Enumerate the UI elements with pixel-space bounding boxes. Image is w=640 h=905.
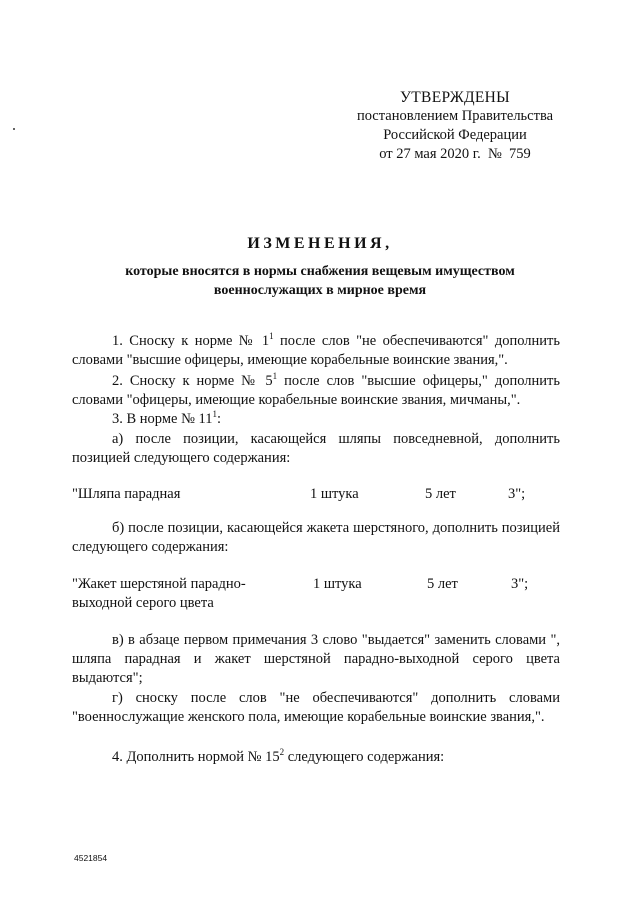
document-subtitle — [80, 262, 560, 300]
paragraph-1-text: после слов "не обеспечиваются" дополнить словами "высшие офицеры, имеющие корабельные воинские звания,". — [72, 333, 560, 368]
item-2-code: 3"; — [511, 576, 529, 592]
paragraph-3a-text: а) после позиции, касающейся шляпы повседневной, дополнить позицией следующего содержания: — [72, 431, 560, 466]
paragraph-3b-text: б) после позиции, касающейся жакета шерстяного, дополнить позицией следующего содержания: — [72, 520, 560, 555]
subtitle-line-2: военнослужащих в мирное время — [213, 283, 427, 298]
item-2-name-line-1: "Жакет шерстяной парадно- — [72, 576, 246, 592]
paragraph-2-text: после слов "высшие офицеры," дополнить словами "офицеры, имеющие корабельные воинские звания, мичманы,". — [72, 373, 560, 408]
paragraph-3b — [72, 519, 560, 557]
paragraph-4-text: следующего содержания: — [284, 749, 445, 765]
paragraph-2 — [72, 372, 560, 410]
paragraph-4 — [72, 748, 560, 767]
item-1-quantity: 1 штука — [310, 486, 359, 502]
approval-line-2: постановлением Правительства — [356, 108, 554, 124]
document-id-number: 4521854 — [74, 853, 108, 863]
paragraph-3v — [72, 631, 560, 688]
footnote-mark: 1 — [272, 371, 278, 381]
footnote-mark: 1 — [269, 331, 274, 341]
paragraph-1-lead: 1. Сноску к норме № 1 — [112, 333, 270, 349]
item-1-term: 5 лет — [425, 486, 456, 502]
paragraph-3-text: : — [217, 411, 222, 427]
subtitle-line-1: которые вносятся в нормы снабжения вещевым имуществом — [125, 264, 515, 279]
paragraph-3 — [72, 410, 560, 429]
document-title: ИЗМЕНЕНИЯ, — [247, 235, 393, 252]
paragraph-1 — [72, 332, 560, 370]
scan-artifact-dot — [13, 128, 15, 130]
item-2-name-line-2: выходной серого цвета — [72, 595, 214, 611]
item-2-quantity: 1 штука — [313, 576, 362, 592]
paragraph-3a — [72, 430, 560, 468]
paragraph-3g-text: г) сноску после слов "не обеспечиваются" дополнить словами "военнослужащие женского пола, имеющие корабельные воинские звания,". — [72, 690, 560, 725]
approval-heading: УТВЕРЖДЕНЫ — [400, 89, 510, 106]
item-2-term: 5 лет — [427, 576, 458, 592]
item-1-code: 3"; — [508, 486, 526, 502]
approval-line-3: Российской Федерации — [383, 127, 527, 143]
footnote-mark: 2 — [279, 747, 285, 757]
paragraph-2-lead: 2. Сноску к норме № 5 — [112, 373, 273, 389]
paragraph-4-lead: 4. Дополнить нормой № 15 — [112, 749, 280, 765]
footnote-mark: 1 — [212, 409, 217, 419]
item-1-name: "Шляпа парадная — [72, 486, 181, 502]
paragraph-3g — [72, 689, 560, 727]
paragraph-3v-text: в) в абзаце первом примечания 3 слово "выдается" заменить словами ", шляпа парадная и жакет шерстяной парадно-выходной серого цвета выдаются"; — [72, 632, 560, 686]
paragraph-3-lead: 3. В норме № 11 — [112, 411, 213, 427]
approval-date-number: от 27 мая 2020 г. № 759 — [379, 146, 531, 162]
approval-stamp — [340, 88, 570, 164]
